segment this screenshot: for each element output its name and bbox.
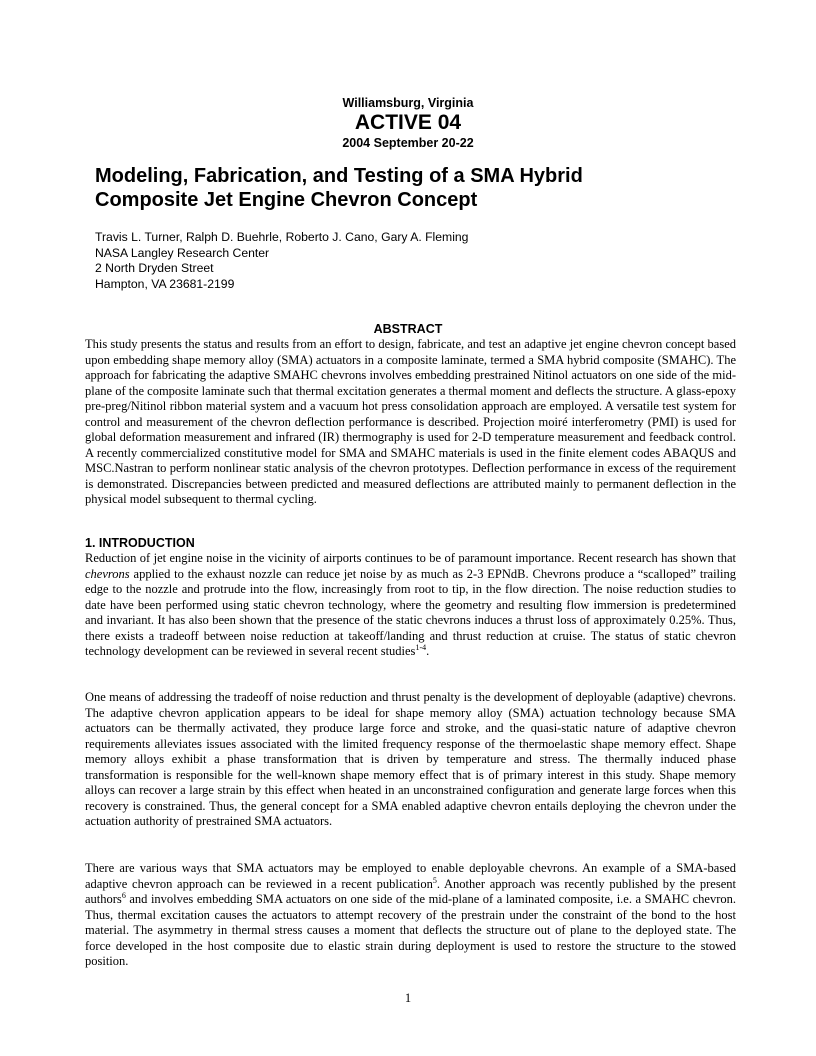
author-names: Travis L. Turner, Ralph D. Buehrle, Roberto J. Cano, Gary A. Fleming xyxy=(95,230,469,244)
author-affiliation: NASA Langley Research Center xyxy=(95,245,270,260)
paragraph-text: Reduction of jet engine noise in the vicinity of airports continues to be of paramount importance. Recent research has shown that xyxy=(85,551,736,565)
introduction-paragraph-1 xyxy=(85,551,736,660)
introduction-paragraph-3 xyxy=(85,861,736,970)
author-address: 2 North Dryden Street xyxy=(95,261,214,275)
emphasized-term: chevrons xyxy=(85,566,130,581)
conference-name: ACTIVE 04 xyxy=(354,111,462,134)
paragraph-text: There are various ways that SMA actuators may be employed to enable deployable chevrons. An example of a SMA-based adaptive chevron approach can be reviewed in a recent publication xyxy=(85,861,736,891)
paper-title-line: Composite Jet Engine Chevron Concept xyxy=(95,189,478,211)
citation-ref: 5 xyxy=(432,875,437,885)
citation-ref: 1-4 xyxy=(415,642,427,652)
author-block xyxy=(95,230,468,292)
paragraph-text: and involves embedding SMA actuators on one side of the mid-plane of a laminated composite, i.e. a SMAHC chevron. Thus, thermal excitation causes the actuators to attempt recovery of the prestrain under the constraint of the bond to the host material. The asymmetry in thermal stress causes a moment that deflects the structure out of plane to the deployed state. The force developed in the host composite due to elastic strain during deployment is used to restore the structure to the stowed position. xyxy=(85,892,736,968)
page-number: 1 xyxy=(404,991,412,1005)
introduction-paragraph-2: One means of addressing the tradeoff of noise reduction and thrust penalty is the development of deployable (adaptive) chevrons. The adaptive chevron application appears to be ideal for shape memory alloy (SMA) actuation technology because SMA actuators can be thermally activated, they produce large force and stroke, and the quasi-static nature of adaptive chevron requirements alleviates issues associated with the limited frequency response of the thermoelastic shape memory effect. Shape memory alloys exhibit a phase transformation that is driven by temperature and stress. The thermally induced phase transformation is responsible for the well-known shape memory effect that is of primary interest in this study. Shape memory alloys can recover a large strain by this effect when heated in an unconstrained configuration and generate large forces when this recovery is constrained. Thus, the general concept for a SMA enabled adaptive chevron entails deploying the chevron under the actuation authority of prestrained SMA actuators. xyxy=(85,690,736,828)
paper-title-line: Modeling, Fabrication, and Testing of a SMA Hybrid xyxy=(95,165,583,187)
conference-location: Williamsburg, Virginia xyxy=(342,96,474,110)
section-heading-introduction: 1. INTRODUCTION xyxy=(85,536,195,550)
abstract-text: This study presents the status and results from an effort to design, fabricate, and test an adaptive jet engine chevron concept based upon embedding shape memory alloy (SMA) actuators in a composite laminate, termed a SMA hybrid composite (SMAHC). The approach for fabricating the adaptive SMAHC chevrons involves embedding prestrained Nitinol actuators on one side of the mid-plane of the composite laminate such that thermal excitation generates a thermal moment and deflects the structure. A glass-epoxy pre-preg/Nitinol ribbon material system and a vacuum hot press consolidation approach are employed. A versatile test system for control and measurement of the chevron deflection performance is described. Projection moiré interferometry (PMI) is used for global deformation measurement and infrared (IR) thermography is used for 2-D temperature measurement and feedback control. A recently commercialized constitutive model for SMA and SMAHC materials is used in the finite element codes ABAQUS and MSC.Nastran to perform nonlinear static analysis of the chevron prototypes. Deflection performance in excess of the requirement is demonstrated. Discrepancies between predicted and measured deflections are attributed mainly to permanent deflection in the physical model subsequent to thermal cycling. xyxy=(85,337,736,506)
citation-ref: 6 xyxy=(121,890,126,900)
author-address: Hampton, VA 23681-2199 xyxy=(95,276,235,291)
paragraph-text: . Another approach was recently published by the present authors xyxy=(85,876,736,906)
conference-date: 2004 September 20-22 xyxy=(342,136,474,150)
paragraph-text: applied to the exhaust nozzle can reduce jet noise by as much as 2-3 EPNdB. Chevrons produce a “scalloped” trailing edge to the nozzle and protrude into the flow, increasingly from root to tip, in the flow direction. The noise reduction studies to date have been performed using static chevron technology, where the geometry and resulting flow immersion is predetermined and invariant. It has also been shown that the presence of the static chevrons induces a thrust loss of approximately 0.25%. Thus, there exists a tradeoff between noise reduction at takeoff/landing and thrust reduction at cruise. The status of static chevron technology development can be reviewed in several recent studies xyxy=(85,566,736,658)
abstract-heading: ABSTRACT xyxy=(373,322,443,336)
paragraph-text: . xyxy=(426,644,430,658)
paper-title xyxy=(95,164,735,212)
